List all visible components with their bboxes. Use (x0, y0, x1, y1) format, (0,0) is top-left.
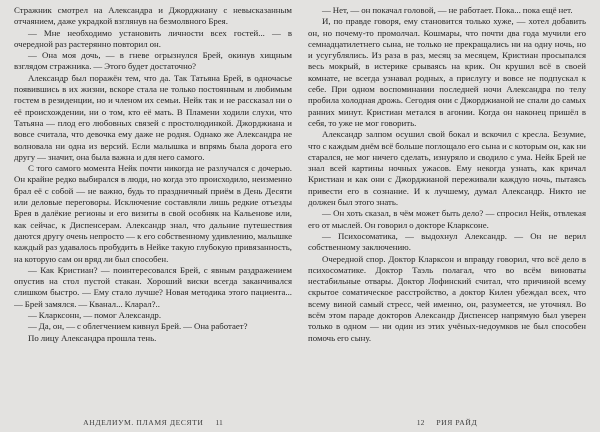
page-right (300, 5, 594, 429)
paragraph: — Мне необходимо установить личности всех гостей... — в очередной раз растерянно повторил он. (14, 27, 292, 49)
paragraph: Александр был поражён тем, что да. Так Татьяна Брей, в одночасье появившись в их жизни, вскоре стала не только постоянным и любимым гостем в резиденции, но и членом их семьи. Нейк так и не рассказал ни о её происхождении, ни о том, кто её мать. В Пламени ходили слухи, что Татьяна — плод его любовных связей с простолюдинкой. Джорджиана и вовсе считала, что девочка ему даже не родня. Однако же Александра не волновала ни одна из версий. Если малышка и впрямь была дорога его другу — значит, она была важна и для него самого. (14, 72, 292, 162)
paragraph: С того самого момента Нейк почти никогда не разлучался с дочерью. Он крайне редко выбирался в люди, но когда это происходило, неизменно брал её с собой — не важно, будь то праздничный приём в День Десяти или деловые переговоры. Исключение составляли лишь редкие отъезды Брея в далёкие регионы и его визиты в свой особняк на Кальенове или, как сейчас, к Диспенсерам. Александр знал, что дальние путешествия даются другу очень непросто — к его собственному удивлению, малышке каждый раз удавалось пробудить в Нейке такую глубокую привязанность, на которую сам он вряд ли был способен. (14, 163, 292, 264)
paragraph: — Она моя дочь, — в гневе огрызнулся Брей, окинув хищным взглядом стражника. — Этого будет достаточно? (14, 50, 292, 72)
paragraph: — Он хоть сказал, в чём может быть дело? — спросил Нейк, отвлекая его от мыслей. Он говорил о докторе Кларксоне. (308, 208, 586, 230)
paragraph: — Как Кристиан? — поинтересовался Брей, с явным раздражением опустив на стол пустой стакан. Хороший виски всегда заканчивался слишком быстро. — Ему стало лучше? Новая методика этого пациента... — Брей замялся. — Кванал... Кларал?.. (14, 264, 292, 309)
paragraph: — Кларксонн, — помог Александр. (28, 310, 162, 321)
paragraph: — Психосоматика, — выдохнул Александр. — Он не верил собственному заключению. (308, 230, 586, 253)
paragraph: Очередной спор. Доктор Кларксон и вправду говорил, что всё дело в психосоматике. Доктор Таэль полагал, что во всём виноваты нестабильные отвары. Доктор Лофинский считал, что причиной всему скрытое соматическое расстройство, а доктор Килен убеждал всех, что всему виной самый стресс, чей именно, он, разумеется, не уточнял. Во всём этом параде докторов Александр Диспенсер напрямую был уверен только в одном — ни один из этих учёных-недоумков не был способен помочь его сыну. (308, 253, 586, 343)
page-number-right: 12 (416, 418, 425, 427)
paragraph: — Нет, — он покачал головой, — не работает. Пока... пока ещё нет. (322, 5, 573, 15)
paragraph: Александр залпом осушил свой бокал и вскочил с кресла. Безумие, что с каждым днём всё больше поглощало его сына и с которым он, как ни старался, не мог ничего сделать, изнуряло и сводило с ума. Нейк Брей не знал всей картины ночных ужасов. Ему некогда узнать, как кричал Кристиан и как они с Джорджианой переживали каждую ночь, пытаясь привести его в сознание. И к лучшему, думал Александр. Никто не должен был этого знать. (308, 129, 586, 208)
page-right-text (308, 5, 586, 411)
page-right-footer (308, 411, 586, 429)
paragraph: Стражник смотрел на Александра и Джорджиану с невысказанным отчаянием, даже украдкой взглянув на безмолвного Брея. (14, 5, 292, 27)
paragraph: По лицу Александра прошла тень. (28, 332, 157, 343)
footer-author-name: РИЯ РАЙД (436, 418, 478, 427)
paragraph: — Да, он, — с облегчением кивнул Брей. — Она работает? (28, 321, 248, 332)
page-number-left: 11 (215, 418, 223, 427)
paragraph: И, по правде говоря, ему становится только хуже, — хотел добавить он, но почему-то промолчал. Кошмары, что почти два года мучили его семнадцатилетнего сына, не только не прекращались ни на одну ночь, но и усугублялись. Из раза в раз, месяц за месяцем, Кристиан просыпался весь мокрый, в истерике срываясь на крик. Он крушил всё в своей комнате, не всегда узнавал родных, а прислугу и вовсе не подпускал к себе. При одном воспоминании последней ночи Александра по телу пробила холодная дрожь. Сегодня они с Джорджианой не спали до самых ранних минут. Кристиан метался в агонии. Когда он наконец пришёл в себя, то уже не мог говорить. (308, 16, 586, 128)
footer-book-title: АНДЕЛИУМ. ПЛАМЯ ДЕСЯТИ (83, 418, 204, 427)
page-left-text (14, 5, 292, 411)
page-left-footer (14, 411, 292, 429)
page-left (6, 5, 300, 429)
